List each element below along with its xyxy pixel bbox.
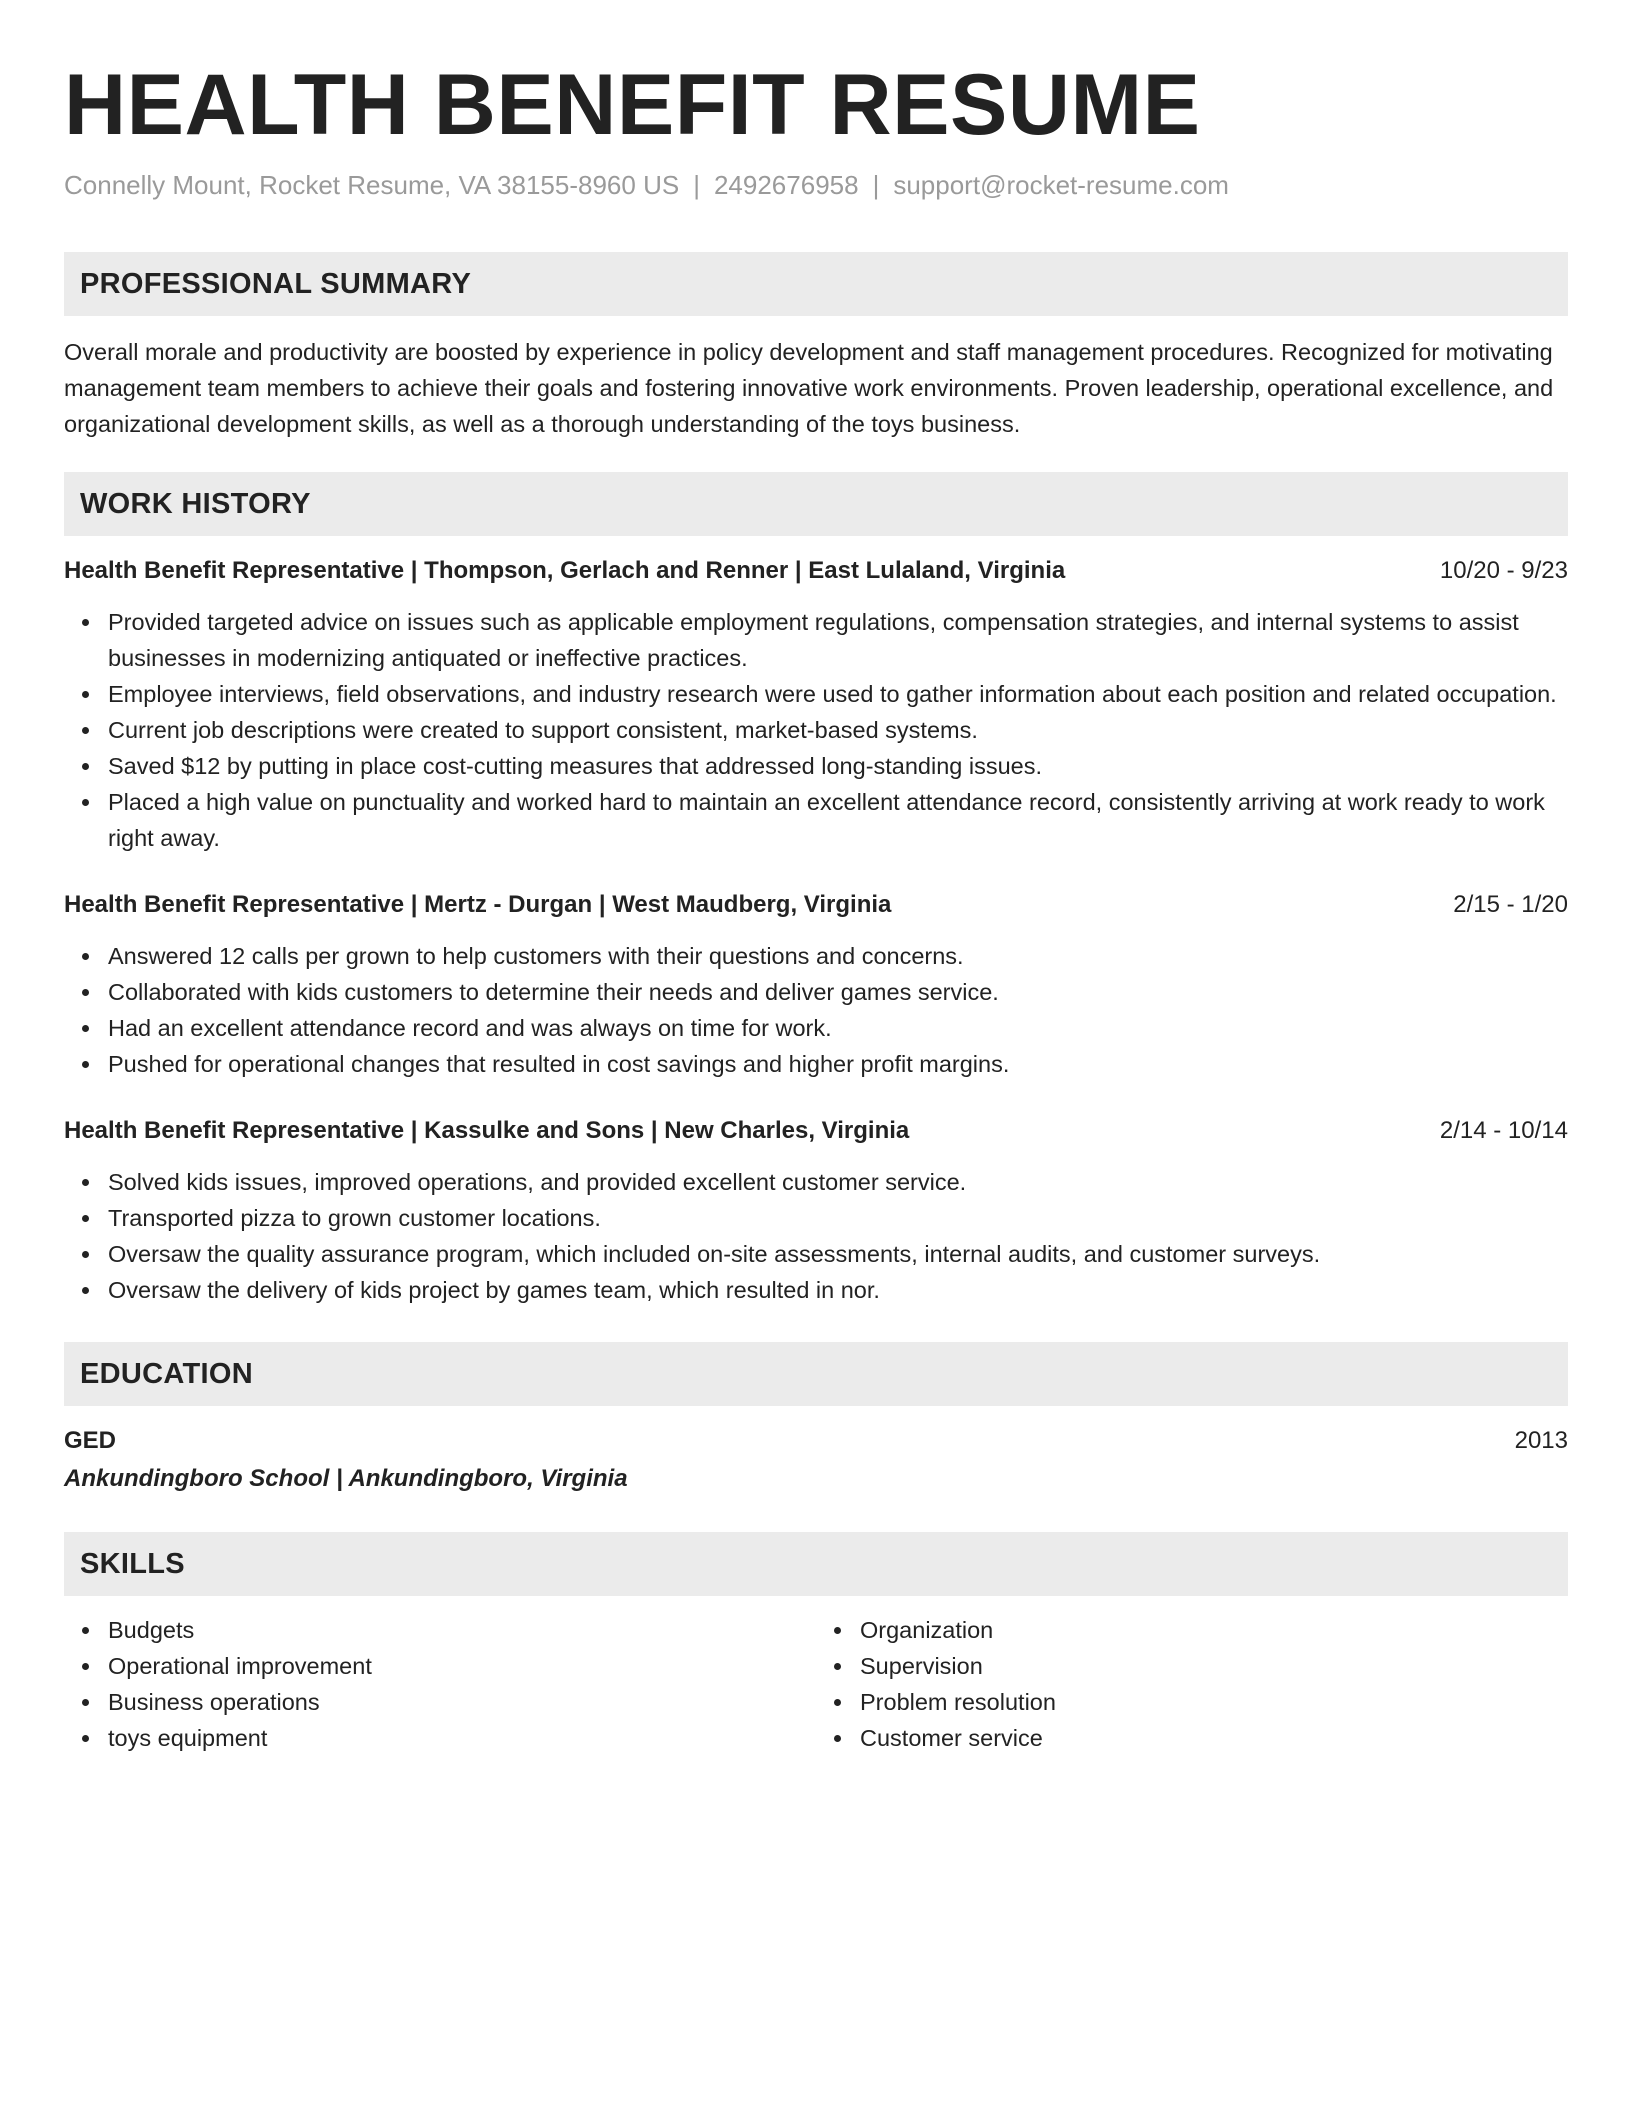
job-bullet: Provided targeted advice on issues such as applicable employment regulations, compensation strategies, and internal systems to assist businesses in modernizing antiquated or ineffective practices. — [64, 604, 1568, 676]
section-title-skills: SKILLS — [80, 1547, 185, 1580]
job-header — [64, 554, 1568, 588]
job-bullet: Oversaw the delivery of kids project by games team, which resulted in nor. — [64, 1272, 1568, 1308]
education-year: 2013 — [1514, 1427, 1568, 1454]
education-degree: GED — [64, 1427, 117, 1454]
job-bullets — [64, 1164, 1568, 1308]
section-title-education: EDUCATION — [80, 1357, 253, 1390]
contact-separator: | — [693, 170, 700, 200]
job-entry — [64, 554, 1568, 856]
job-bullet: Answered 12 calls per grown to help customers with their questions and concerns. — [64, 938, 1568, 974]
section-header-work-history — [64, 472, 1568, 536]
job-header — [64, 888, 1568, 922]
job-bullet: Employee interviews, field observations, and industry research were used to gather information about each position and related occupation. — [64, 676, 1568, 712]
job-bullets — [64, 938, 1568, 1082]
section-header-summary — [64, 252, 1568, 316]
skills-list — [64, 1612, 816, 1756]
job-bullet: Saved $12 by putting in place cost-cutting measures that addressed long-standing issues. — [64, 748, 1568, 784]
skill-item: Budgets — [64, 1612, 816, 1648]
section-title-summary: PROFESSIONAL SUMMARY — [80, 267, 472, 300]
job-header — [64, 1114, 1568, 1148]
job-bullet: Had an excellent attendance record and was always on time for work. — [64, 1010, 1568, 1046]
summary-text: Overall morale and productivity are boosted by experience in policy development and staff management procedures. Recognized for motivating management team members to achieve their goals and fostering innovative work environments. Proven leadership, operational excellence, and organizational development skills, as well as a thorough understanding of the toys business. — [64, 339, 1554, 437]
job-bullet: Transported pizza to grown customer locations. — [64, 1200, 1568, 1236]
contact-address: Connelly Mount, Rocket Resume, VA 38155-8960 US — [64, 170, 680, 200]
job-bullet: Collaborated with kids customers to determine their needs and deliver games service. — [64, 974, 1568, 1010]
contact-separator: | — [872, 170, 880, 200]
skills-list — [816, 1612, 1568, 1756]
job-dates: 2/14 - 10/14 — [1439, 1117, 1568, 1144]
section-header-education — [64, 1342, 1568, 1406]
job-title: Health Benefit Representative | Thompson, Gerlach and Renner | East Lulaland, Virginia — [64, 557, 1066, 584]
contact-line — [64, 168, 1568, 202]
skill-item: Supervision — [816, 1648, 1568, 1684]
education-row — [64, 1424, 1568, 1458]
skill-item: Operational improvement — [64, 1648, 816, 1684]
job-entry — [64, 888, 1568, 1082]
job-bullet: Placed a high value on punctuality and worked hard to maintain an excellent attendance record, consistently arriving at work ready to work right away. — [64, 784, 1568, 856]
job-bullet: Current job descriptions were created to support consistent, market-based systems. — [64, 712, 1568, 748]
skill-item: Business operations — [64, 1684, 816, 1720]
job-bullet: Solved kids issues, improved operations, and provided excellent customer service. — [64, 1164, 1568, 1200]
skill-item: Organization — [816, 1612, 1568, 1648]
job-dates: 10/20 - 9/23 — [1439, 557, 1568, 584]
skill-item: Customer service — [816, 1720, 1568, 1756]
job-bullet: Oversaw the quality assurance program, which included on-site assessments, internal audits, and customer surveys. — [64, 1236, 1568, 1272]
job-title: Health Benefit Representative | Kassulke and Sons | New Charles, Virginia — [64, 1117, 910, 1144]
contact-email: support@rocket-resume.com — [893, 170, 1229, 200]
education-school: Ankundingboro School | Ankundingboro, Virginia — [64, 1465, 628, 1492]
job-bullet: Pushed for operational changes that resulted in cost savings and higher profit margins. — [64, 1046, 1568, 1082]
job-dates: 2/15 - 1/20 — [1453, 891, 1568, 918]
skill-item: toys equipment — [64, 1720, 816, 1756]
skills-grid — [64, 1612, 1568, 1756]
skills-column-left — [64, 1612, 816, 1756]
job-title: Health Benefit Representative | Mertz - Durgan | West Maudberg, Virginia — [64, 891, 892, 918]
contact-phone: 2492676958 — [713, 170, 859, 200]
resume-title: HEALTH BENEFIT RESUME — [64, 57, 1201, 153]
job-entry — [64, 1114, 1568, 1308]
skill-item: Problem resolution — [816, 1684, 1568, 1720]
section-header-skills — [64, 1532, 1568, 1596]
section-title-work-history: WORK HISTORY — [80, 487, 311, 520]
skills-column-right — [816, 1612, 1568, 1756]
job-bullets — [64, 604, 1568, 856]
